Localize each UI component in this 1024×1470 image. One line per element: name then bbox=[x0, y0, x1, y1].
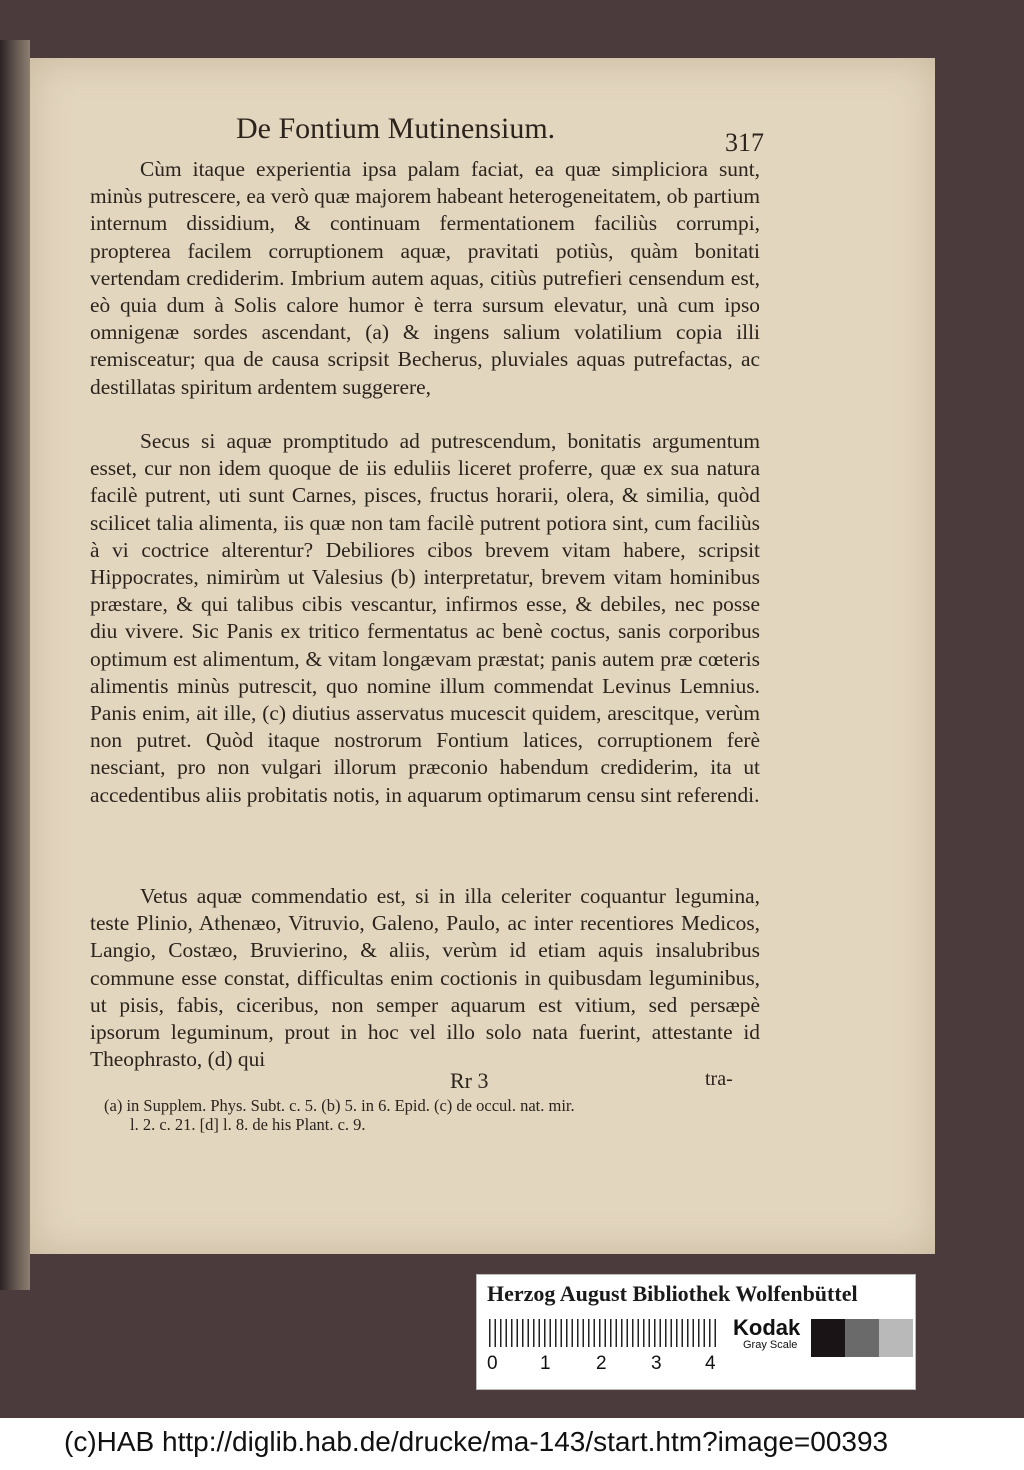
ruler-number: 1 bbox=[540, 1353, 551, 1374]
gray-swatch bbox=[811, 1319, 845, 1357]
footnote-line: (a) in Supplem. Phys. Subt. c. 5. (b) 5. in 6. Epid. (c) de occul. nat. mir. bbox=[104, 1096, 575, 1115]
grayscale-label: Gray Scale bbox=[743, 1339, 798, 1351]
ruler-number: 0 bbox=[487, 1353, 498, 1374]
ruler-number: 4 bbox=[705, 1353, 716, 1374]
footnote-line: l. 2. c. 21. [d] l. 8. de his Plant. c. 9. bbox=[130, 1115, 366, 1134]
kodak-logo: Kodak bbox=[733, 1315, 801, 1340]
page-number: 317 bbox=[725, 128, 764, 157]
paragraph-2: Secus si aquæ promptitudo ad putrescendum, bonitatis argumentum esset, cur non idem quoque de iis eduliis liceret proferre, quæ ex sua natura facilè putrent, uti sunt Carnes, pisces, fructus horarii, olera, & similia, quòd scilicet talia alimenta, iis quæ non tam facilè putrent potiora sint, cum faciliùs à vi coctrice alterentur? Debiliores cibos brevem vitam habere, scripsit Hippocrates, nimirùm ut Valesius (b) interpretatur, brevem vitam hominibus præstare, & qui talibus cibis vescantur, infirmos esse, & debiles, nec posse diu vivere. Sic Panis ex tritico fermentatus ac benè coctus, sanis corporibus optimum est alimentum, & vitam longævam præstat; panis autem præ cœteris alimentis minùs putrescit, quo nomine illum commendat Levinus Lemnius. Panis enim, ait ille, (c) diutius asservatus mucescit quidem, arescitque, verùm non putret. Quòd itaque nostrorum Fontium latices, corruptionem ferè nesciant, pro non vulgari illorum præconio habendum crediderim, ita ut accedentibus aliis probitatis notis, in aquarum optimarum censu sint referendi. bbox=[90, 429, 760, 807]
book-spine-edge bbox=[0, 40, 30, 1290]
catchword: tra- bbox=[705, 1068, 733, 1090]
gray-swatch bbox=[845, 1319, 879, 1357]
gray-swatch bbox=[879, 1319, 913, 1357]
library-name: Herzog August Bibliothek Wolfenbüttel bbox=[487, 1281, 858, 1306]
page-header: De Fontium Mutinensium. bbox=[236, 112, 556, 145]
paragraph-1: Cùm itaque experientia ipsa palam faciat, ea quæ simpliciora sunt, minùs putrescere, ea verò quæ majorem habeant heterogeneitatem, ob partium internum dissidium, & continuam fermentationem faciliùs corrumpi, propterea facilem corruptionem aquæ, pravitati potiùs, quàm bonitati vertendam crediderim. Imbrium autem aquas, citiùs putrefieri censendum est, eò quia dum à Solis calore humor è terra sursum elevatur, unà cum ipso omnigenæ sordes ascendant, (a) & ingens salium volatilium copia illi remisceatur; qua de causa scripsit Becherus, pluviales aquas putrefactas, ac destillatas spiritum ardentem suggerere, bbox=[90, 157, 760, 399]
ruler-scale bbox=[489, 1319, 719, 1347]
paragraph-3: Vetus aquæ commendatio est, si in illa celeriter coquantur legumina, teste Plinio, Athenæo, Vitruvio, Galeno, Paulo, ac inter recentiores Medicos, Langio, Costæo, Bruvierino, & aliis, verùm id etiam aquis insalubribus commune esse constat, difficultas enim coctionis in quibusdam leguminibus, ut pisis, fabis, ciceribus, non semper aquarum est vitium, sed persæpè ipsorum leguminum, prout in hoc vel illo solo nata fuerint, attestante id Theophrasto, (d) qui bbox=[90, 884, 760, 1072]
source-url: (c)HAB http://diglib.hab.de/drucke/ma-143/start.htm?image=00393 bbox=[64, 1426, 889, 1457]
ruler-number: 2 bbox=[596, 1353, 607, 1374]
footer-bar bbox=[0, 1418, 1024, 1470]
color-calibration-card bbox=[476, 1274, 916, 1390]
ruler-number: 3 bbox=[651, 1353, 662, 1374]
signature-mark: Rr 3 bbox=[450, 1068, 489, 1093]
